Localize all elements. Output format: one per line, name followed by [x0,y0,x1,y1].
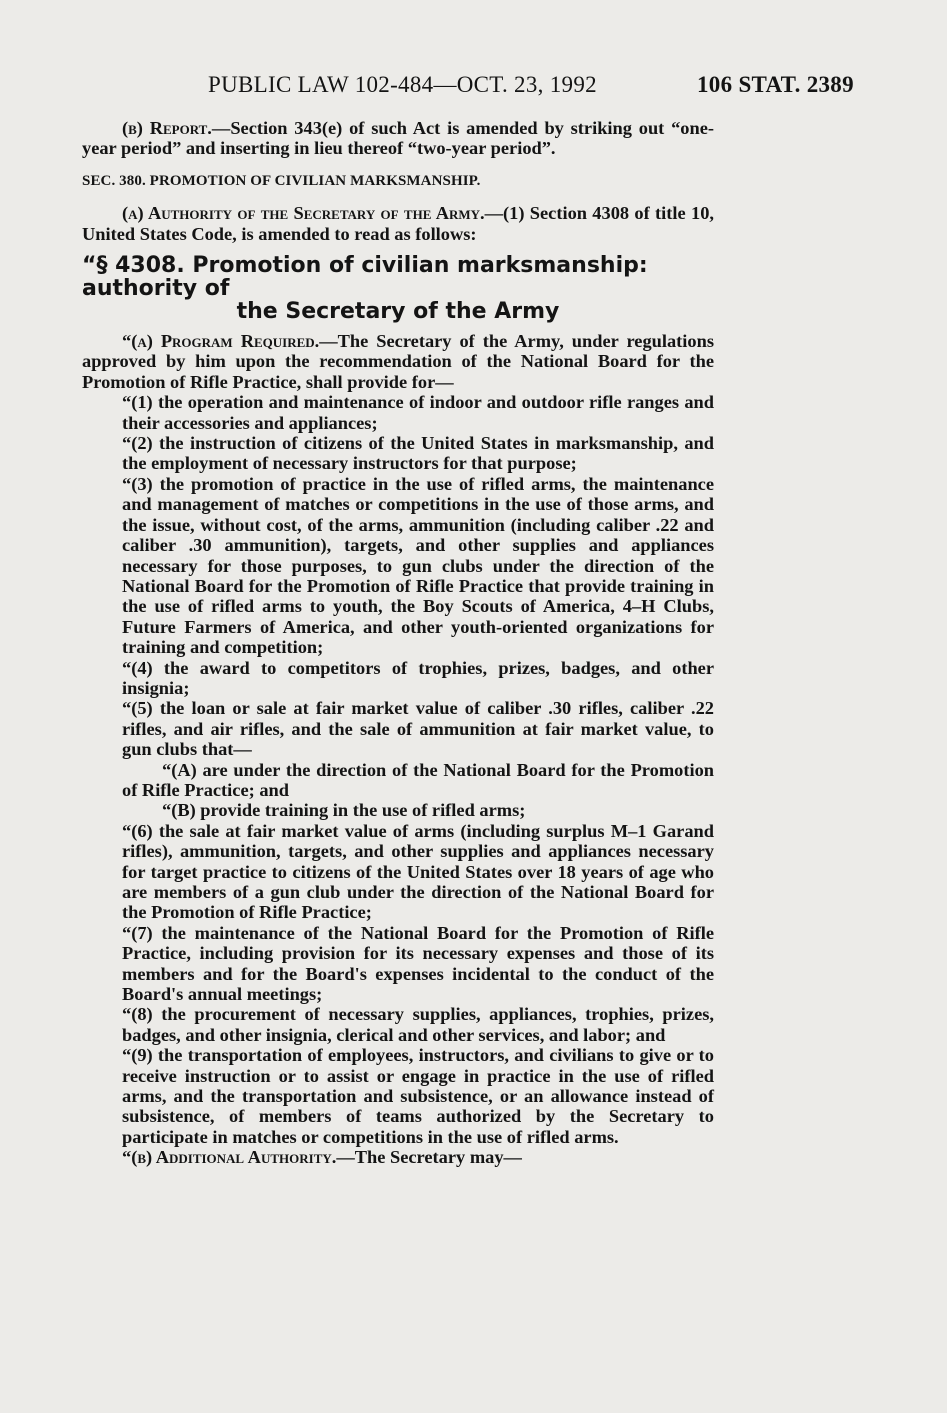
authority-paragraph [82,203,714,244]
list-item-1: “(1) the operation and maintenance of indoor and outdoor rifle ranges and their accessories and appliances; [122,392,714,433]
authority-text: —(1) Section 4308 of title 10, United States Code, is amended to read as follows: [82,203,714,244]
section-heading: SEC. 380. PROMOTION OF CIVILIAN MARKSMANSHIP. [82,172,481,189]
section-title-line-2: the Secretary of the Army [236,299,560,325]
report-text: —Section 343(e) of such Act is amended by striking out “one-year period” and inserting in lieu thereof “two-year period”. [82,118,714,159]
list-item-4: “(4) the award to competitors of trophies, prizes, badges, and other insignia; [122,657,714,698]
program-label: “(a) Program Required. [122,331,320,352]
sub-item-a: “(A) are under the direction of the National Board for the Promotion of Rifle Practice; and [122,759,714,800]
section-title [82,254,714,323]
list-item-3: “(3) the promotion of practice in the use of rifled arms, the maintenance and management of matches or competitions in the use of those arms, and the issue, without cost, of the arms, ammunition (including caliber .22 and caliber .30 ammunition), targets, and other supplies and appliances necessary for those purposes, to gun clubs under the direction of the National Board for the Promotion of Rifle Practice that provide training in the use of rifled arms to youth, the Boy Scouts of America, 4–H Clubs, Future Farmers of America, and other youth-oriented organizations for training and competition; [122,473,714,658]
statute-page-number: 106 STAT. 2389 [697,72,854,97]
document-body [82,118,714,1168]
list-item-7: “(7) the maintenance of the National Board for the Promotion of Rifle Practice, including provision for its necessary expenses and those of its members and for the Board's expenses incidental to the conduct of the Board's annual meetings; [122,922,714,1005]
report-label: (b) Report. [122,118,212,138]
section-title-line-1: “§ 4308. Promotion of civilian marksmanship: authority of [82,253,648,302]
list-item-2: “(2) the instruction of citizens of the United States in marksmanship, and the employment of necessary instructors for that purpose; [122,433,714,474]
list-item-8: “(8) the procurement of necessary supplies, appliances, trophies, prizes, badges, and other insignia, clerical and other services, and labor; and [122,1004,714,1045]
list-item-5: “(5) the loan or sale at fair market value of caliber .30 rifles, caliber .22 rifles, and air rifles, and the sale of ammunition at fair market value, to gun clubs that— [122,698,714,760]
list-item-6: “(6) the sale at fair market value of arms (including surplus M–1 Garand rifles), ammunition, targets, and other supplies and appliances necessary for target practice to citizens of the United States over 18 years of age who are members of a gun club under the direction of the National Board for the Promotion of Rifle Practice; [122,820,714,923]
additional-authority-label: “(b) Additional Authority. [122,1147,337,1168]
list-item-9: “(9) the transportation of employees, instructors, and civilians to give or to receive instruction or to assist or engage in practice in the use of rifled arms, and the transportation and subsistence, or an allowance instead of subsistence, of members of teams authorized by the Secretary to participate in matches or competitions in the use of rifled arms. [122,1045,714,1147]
sub-item-b: “(B) provide training in the use of rifled arms; [162,800,526,821]
additional-authority-paragraph [82,1147,714,1167]
program-text: —The Secretary of the Army, under regulations approved by him upon the recommendation of the National Board for the Promotion of Rifle Practice, shall provide for— [82,331,714,392]
report-paragraph [82,118,714,159]
program-paragraph [82,331,714,392]
public-law-citation: PUBLIC LAW 102-484—OCT. 23, 1992 [208,72,597,97]
running-header [0,72,947,102]
additional-authority-text: —The Secretary may— [336,1147,522,1168]
authority-label: (a) Authority of the Secretary of the Army. [122,203,485,224]
